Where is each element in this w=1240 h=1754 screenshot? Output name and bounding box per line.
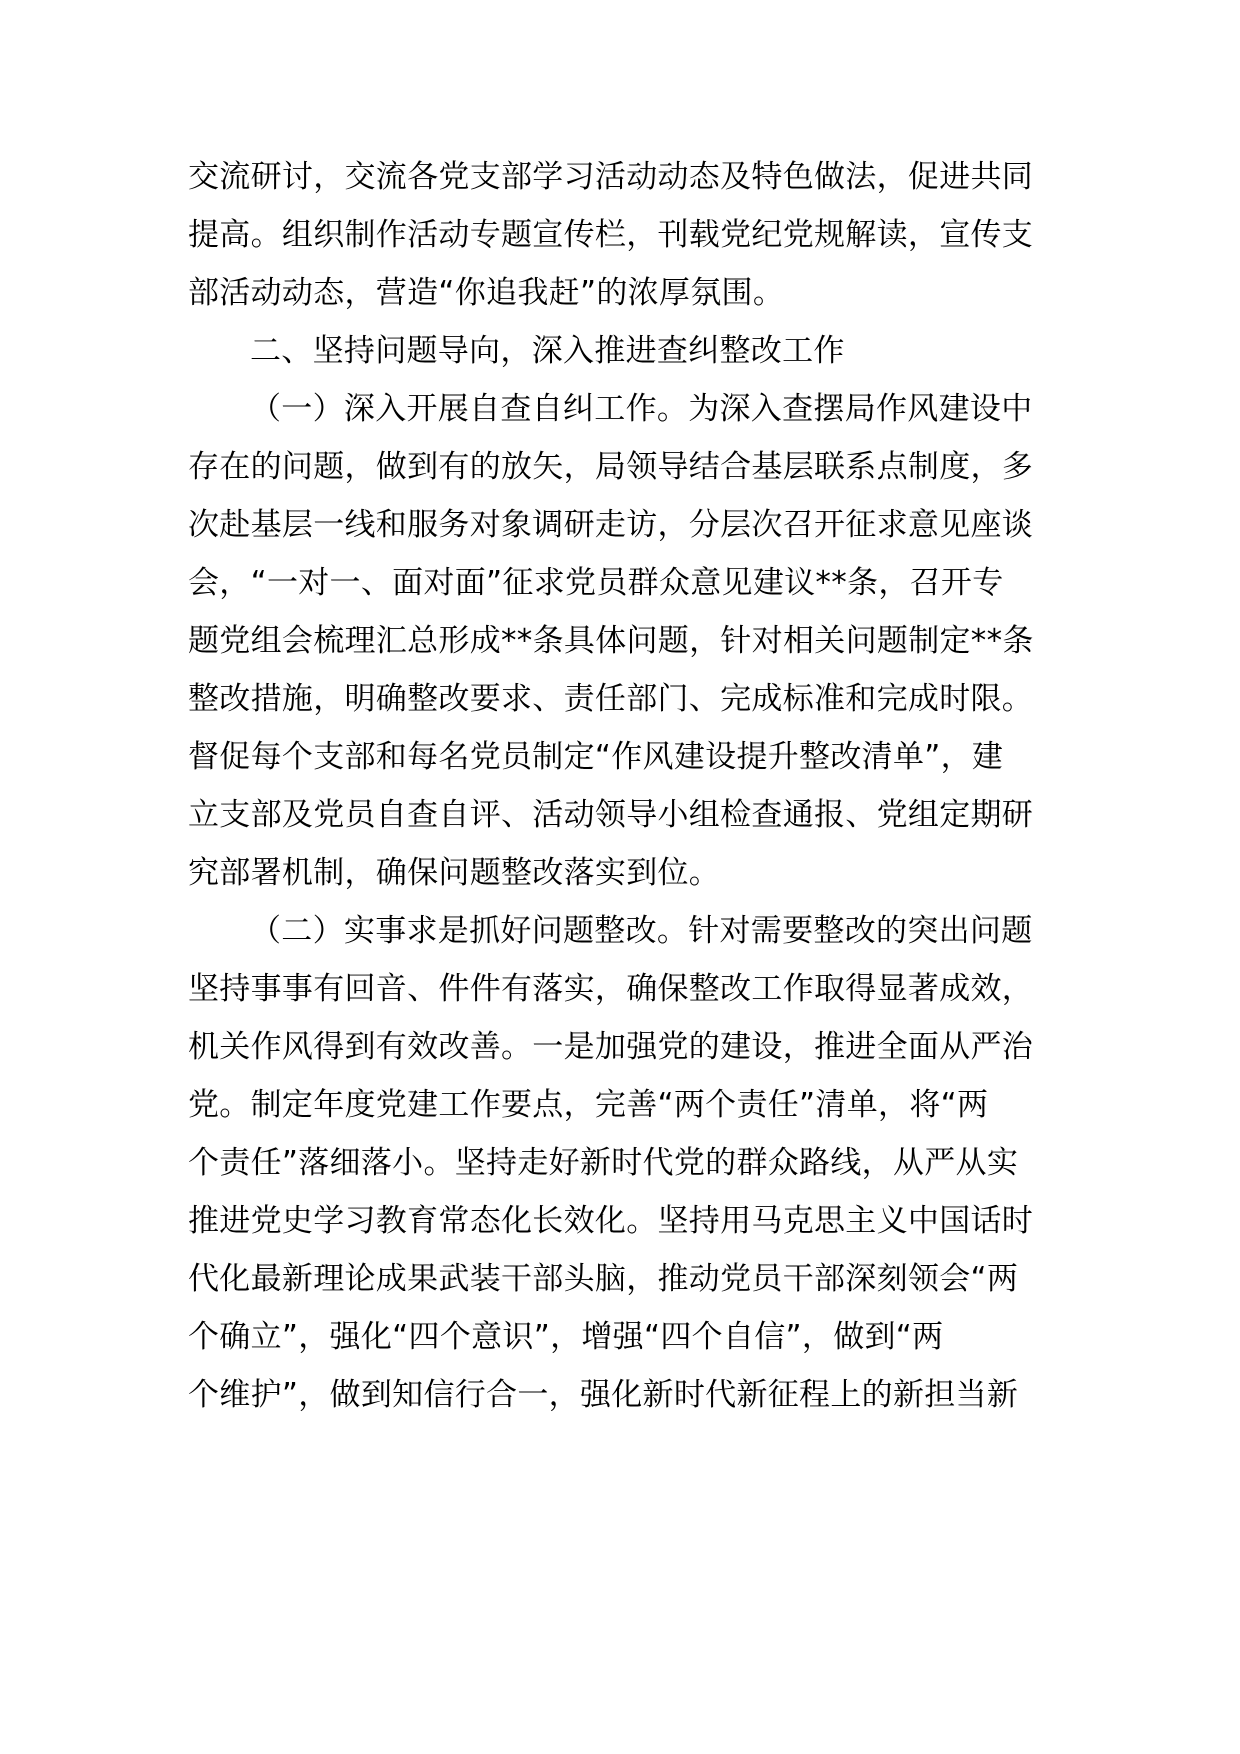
text-line: 机关作风得到有效改善。一是加强党的建设，推进全面从严治: [188, 1029, 1034, 1065]
text-line: 推进党史学习教育常态化长效化。坚持用马克思主义中国话时: [188, 1203, 1034, 1239]
text-line: 个维护”，做到知信行合一，强化新时代新征程上的新担当新: [188, 1377, 1019, 1413]
text-line: 个确立”，强化“四个意识”，增强“四个自信”，做到“两: [188, 1319, 944, 1355]
text-line: 题党组会梳理汇总形成**条具体问题，针对相关问题制定**条: [188, 623, 1034, 659]
text-line: 代化最新理论成果武装干部头脑，推动党员干部深刻领会“两: [188, 1261, 1019, 1297]
text-line: 督促每个支部和每名党员制定“作风建设提升整改清单”，建: [188, 739, 1004, 775]
text-line: 究部署机制，确保问题整改落实到位。: [188, 855, 721, 891]
section-heading: 二、坚持问题导向，深入推进查纠整改工作: [250, 333, 845, 369]
text-line: 次赴基层一线和服务对象调研走访，分层次召开征求意见座谈: [188, 507, 1034, 543]
text-line: （二）实事求是抓好问题整改。针对需要整改的突出问题: [250, 913, 1033, 949]
text-line: 交流研讨，交流各党支部学习活动动态及特色做法，促进共同: [188, 159, 1034, 195]
text-line: 部活动动态，营造“你追我赶”的浓厚氛围。: [188, 275, 785, 311]
text-line: 整改措施，明确整改要求、责任部门、完成标准和完成时限。: [188, 681, 1034, 717]
text-line: 坚持事事有回音、件件有落实，确保整改工作取得显著成效，: [188, 971, 1034, 1007]
text-line: 会，“一对一、面对面”征求党员群众意见建议**条，召开专: [188, 565, 1004, 601]
text-line: 立支部及党员自查自评、活动领导小组检查通报、党组定期研: [188, 797, 1034, 833]
text-line: 党。制定年度党建工作要点，完善“两个责任”清单，将“两: [188, 1087, 989, 1123]
text-line: 提高。组织制作活动专题宣传栏，刊载党纪党规解读，宣传支: [188, 217, 1034, 253]
text-line: 存在的问题，做到有的放矢，局领导结合基层联系点制度，多: [188, 449, 1034, 485]
text-line: 个责任”落细落小。坚持走好新时代党的群众路线，从严从实: [188, 1145, 1019, 1181]
text-line: （一）深入开展自查自纠工作。为深入查摆局作风建设中: [250, 391, 1033, 427]
